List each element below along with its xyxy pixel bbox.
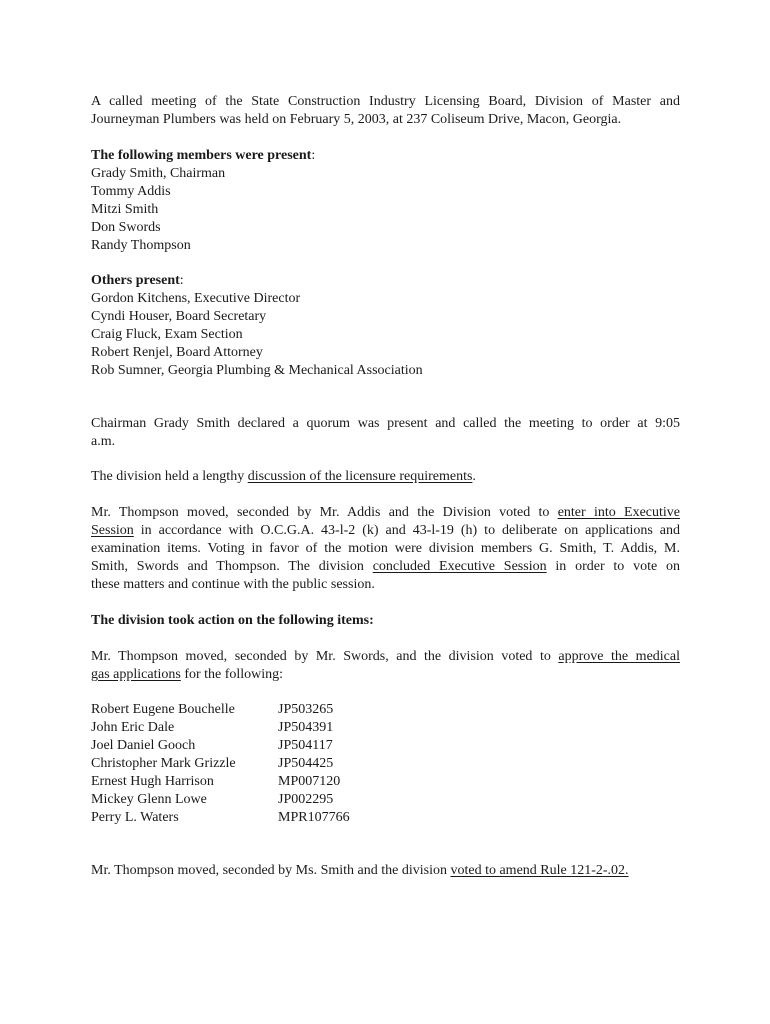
intro-paragraph	[91, 93, 680, 129]
others-section	[91, 272, 680, 380]
member-name: Tommy Addis	[91, 184, 171, 199]
amend-rule-topic: voted to amend Rule 121-2-.02.	[450, 863, 629, 878]
executive-text: in accordance with O.C.G.A. 43-l-2 (k) and 43-l-19 (h) to deliberate on applications and	[133, 523, 680, 538]
medical-line-2	[91, 666, 680, 684]
executive-concluded-topic: concluded Executive Session	[372, 559, 547, 574]
table-row	[91, 719, 350, 737]
applicants-list	[91, 701, 350, 827]
medical-gas-paragraph	[91, 648, 680, 684]
other-attendee: Gordon Kitchens, Executive Director	[91, 291, 301, 306]
executive-line-3: examination items. Voting in favor of the motion were division members G. Smith, T. Addis, M.	[91, 541, 680, 556]
executive-session-paragraph	[91, 504, 680, 594]
executive-line-4	[91, 558, 680, 576]
members-heading-text: The following members were present	[91, 148, 312, 163]
discussion-paragraph	[91, 468, 680, 486]
intro-line-1: A called meeting of the State Construction Industry Licensing Board, Division of Master and	[91, 94, 680, 109]
member-name: Grady Smith, Chairman	[91, 166, 226, 181]
applicant-name: John Eric Dale	[91, 720, 175, 735]
quorum-paragraph	[91, 415, 680, 451]
other-attendee: Rob Sumner, Georgia Plumbing & Mechanical Association	[91, 363, 423, 378]
discussion-period: .	[472, 469, 476, 484]
executive-line-5: these matters and continue with the public session.	[91, 577, 375, 592]
medical-text: for the following:	[180, 667, 284, 682]
license-number: JP504425	[278, 756, 334, 771]
license-number: JP504391	[278, 720, 334, 735]
members-section	[91, 147, 680, 255]
table-row	[91, 701, 350, 719]
applicant-name: Christopher Mark Grizzle	[91, 756, 236, 771]
discussion-topic: discussion of the licensure requirements	[247, 469, 473, 484]
quorum-line-1: Chairman Grady Smith declared a quorum was present and called the meeting to order at 9:05	[91, 416, 680, 431]
others-heading-text: Others present	[91, 273, 180, 288]
applicant-name: Robert Eugene Bouchelle	[91, 702, 235, 717]
table-row	[91, 791, 350, 809]
license-number: MP007120	[278, 774, 341, 789]
applicant-name: Ernest Hugh Harrison	[91, 774, 214, 789]
executive-text: Smith, Swords and Thompson. The division	[91, 559, 373, 574]
discussion-text: The division held a lengthy	[91, 469, 248, 484]
license-number: JP503265	[278, 702, 334, 717]
executive-line-2	[91, 522, 680, 540]
members-heading-colon: :	[311, 148, 316, 163]
medical-gas-topic: approve the medical	[558, 649, 680, 664]
applicant-name: Joel Daniel Gooch	[91, 738, 196, 753]
applicant-name: Perry L. Waters	[91, 810, 179, 825]
intro-line-2: Journeyman Plumbers was held on February 5, 2003, at 237 Coliseum Drive, Macon, Georgia.	[91, 112, 622, 127]
members-heading	[91, 147, 680, 165]
executive-text: in order to vote on	[546, 559, 681, 574]
others-heading	[91, 272, 680, 290]
license-number: MPR107766	[278, 810, 350, 825]
executive-session-topic: enter into Executive	[557, 505, 680, 520]
executive-line-1	[91, 504, 680, 522]
table-row	[91, 737, 350, 755]
table-row	[91, 773, 350, 791]
actions-heading-text: The division took action on the following items:	[91, 613, 374, 628]
other-attendee: Cyndi Houser, Board Secretary	[91, 309, 267, 324]
table-row	[91, 809, 350, 827]
applicant-name: Mickey Glenn Lowe	[91, 792, 207, 807]
table-row	[91, 755, 350, 773]
quorum-line-2: a.m.	[91, 434, 116, 449]
applicants-table	[91, 701, 680, 827]
executive-session-topic-cont: Session	[91, 523, 134, 538]
member-name: Don Swords	[91, 220, 161, 235]
medical-text: Mr. Thompson moved, seconded by Mr. Swords, and the division voted to	[91, 649, 559, 664]
amend-text: Mr. Thompson moved, seconded by Ms. Smith and the division	[91, 863, 451, 878]
license-number: JP504117	[278, 738, 333, 753]
other-attendee: Robert Renjel, Board Attorney	[91, 345, 263, 360]
actions-heading	[91, 612, 680, 630]
member-name: Randy Thompson	[91, 238, 191, 253]
others-heading-colon: :	[179, 273, 184, 288]
amend-line	[91, 862, 680, 880]
discussion-line	[91, 468, 680, 486]
medical-gas-topic-cont: gas applications	[91, 667, 181, 682]
member-name: Mitzi Smith	[91, 202, 159, 217]
other-attendee: Craig Fluck, Exam Section	[91, 327, 243, 342]
license-number: JP002295	[278, 792, 334, 807]
amend-rule-paragraph	[91, 862, 680, 880]
medical-line-1	[91, 648, 680, 666]
executive-text: Mr. Thompson moved, seconded by Mr. Addis and the Division voted to	[91, 505, 558, 520]
actions-heading-line	[91, 612, 680, 630]
